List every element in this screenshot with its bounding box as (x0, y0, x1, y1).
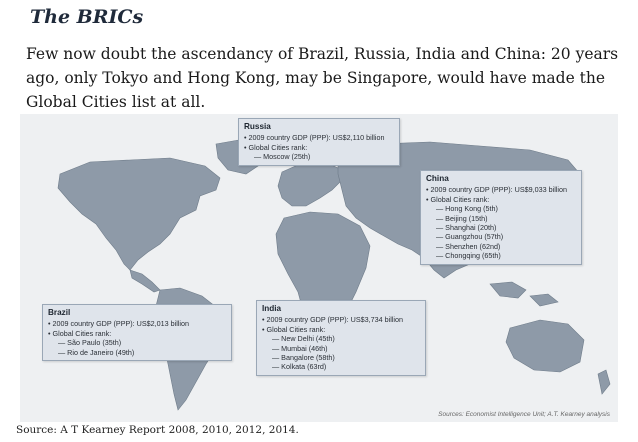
brazil-callout (42, 304, 232, 361)
china-rank-label: • Global Cities rank: (426, 194, 490, 204)
russia-callout (238, 118, 400, 166)
china-city: — Hong Kong (5th) (436, 204, 498, 214)
china-city: — Chongqing (65th) (436, 251, 501, 261)
india-title: India (262, 304, 282, 313)
india-city: — Kolkata (63rd) (272, 362, 327, 372)
russia-city: — Moscow (25th) (254, 152, 311, 162)
brazil-city: — São Paulo (35th) (58, 338, 122, 348)
world-map-figure (20, 114, 618, 422)
intro-text: Few now doubt the ascendancy of Brazil, Russia, India and China: 20 years ago, only Tokyo and Hong Kong, may be Singapore, would have made the Global Cities list at all. (26, 45, 619, 111)
figure-credit: Sources: Economist Intelligence Unit; A.T. Kearney analysis (438, 411, 610, 418)
china-city: — Beijing (15th) (436, 213, 488, 223)
china-callout (420, 170, 582, 265)
china-city: — Shenzhen (62nd) (436, 241, 501, 251)
china-city: — Shanghai (20th) (436, 223, 497, 233)
russia-title: Russia (244, 122, 271, 131)
source-citation: Source: A T Kearney Report 2008, 2010, 2012, 2014. (16, 424, 299, 436)
india-rank-label: • Global Cities rank: (262, 324, 326, 334)
russia-rank-label: • Global Cities rank: (244, 142, 308, 152)
india-callout (256, 300, 426, 376)
brazil-city: — Rio de Janeiro (49th) (58, 347, 135, 357)
india-city: — Mumbai (46th) (272, 343, 328, 353)
china-city: — Guangzhou (57th) (436, 232, 504, 242)
india-gdp: • 2009 country GDP (PPP): US$3,734 billion (262, 315, 404, 325)
slide-title: The BRICs (30, 6, 144, 28)
russia-gdp: • 2009 country GDP (PPP): US$2,110 billion (244, 133, 385, 143)
brazil-gdp: • 2009 country GDP (PPP): US$2,013 billion (48, 319, 190, 329)
brazil-rank-label: • Global Cities rank: (48, 328, 112, 338)
india-city: — Bangalore (58th) (272, 353, 335, 363)
brazil-title: Brazil (48, 308, 71, 317)
india-city: — New Delhi (45th) (272, 334, 335, 344)
china-title: China (426, 174, 449, 183)
china-gdp: • 2009 country GDP (PPP): US$9,033 billion (426, 185, 568, 195)
